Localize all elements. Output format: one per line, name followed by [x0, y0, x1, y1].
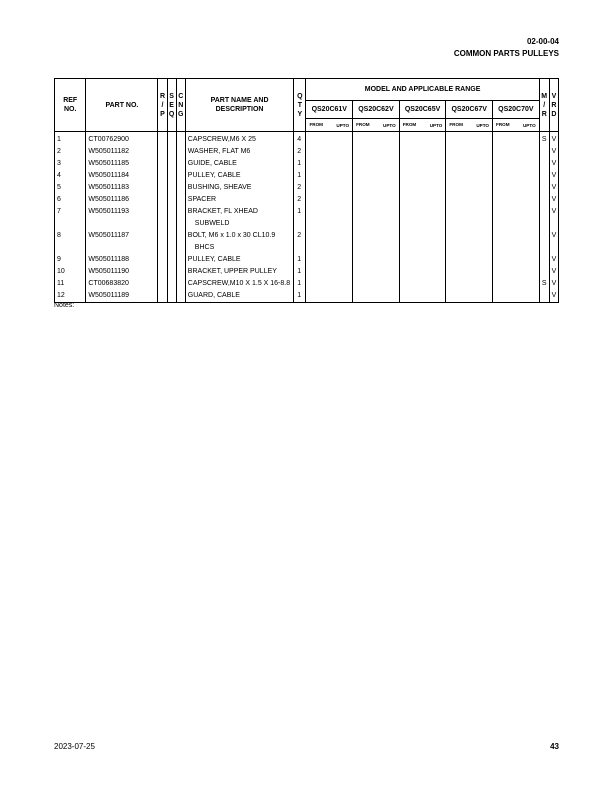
model-range-cell — [306, 254, 353, 266]
rp-cell — [158, 254, 167, 266]
model-range-cell — [493, 182, 540, 194]
model-range-cell — [306, 158, 353, 170]
description-cell — [185, 230, 294, 254]
part-no-cell: W505011183 — [86, 182, 158, 194]
model-range-cell: FROM UPTO — [353, 119, 400, 132]
cng-cell — [176, 278, 185, 290]
part-no-cell: W505011186 — [86, 194, 158, 206]
ref-no-cell: 9 — [55, 254, 86, 266]
mr-cell — [539, 170, 549, 182]
model-name: QS20C62V — [353, 101, 400, 119]
model-range-cell — [493, 278, 540, 290]
model-range-cell — [446, 182, 493, 194]
page-title: COMMON PARTS PULLEYS — [453, 49, 559, 58]
model-name: QS20C65V — [399, 101, 446, 119]
cng-cell — [176, 206, 185, 230]
table-header — [55, 79, 559, 132]
seq-cell — [167, 206, 176, 230]
qty-cell: 2 — [294, 230, 306, 254]
part-no-cell: W505011185 — [86, 158, 158, 170]
table-row — [55, 206, 559, 230]
vd-cell: V — [549, 194, 558, 206]
qty-cell: 2 — [294, 194, 306, 206]
notes-label: Notes: — [54, 302, 75, 309]
mr-cell — [539, 290, 549, 303]
model-range-cell — [353, 278, 400, 290]
description-cell — [185, 146, 294, 158]
cng-cell — [176, 254, 185, 266]
description-line: CAPSCREW,M10 X 1.5 X 16-8.8 — [187, 280, 291, 287]
mr-header: M / R — [539, 79, 549, 132]
model-range-cell — [399, 132, 446, 147]
description-cell — [185, 132, 294, 147]
description-line: GUARD, CABLE — [187, 292, 240, 299]
model-range-cell — [306, 230, 353, 254]
vd-cell: V — [549, 170, 558, 182]
qty-cell: 1 — [294, 170, 306, 182]
qty-cell: 1 — [294, 254, 306, 266]
seq-cell — [167, 266, 176, 278]
model-range-cell — [493, 170, 540, 182]
model-range-cell — [493, 194, 540, 206]
ref-no-cell: 10 — [55, 266, 86, 278]
part-no-cell: CT00762900 — [86, 132, 158, 147]
model-range-cell — [306, 146, 353, 158]
table-row — [55, 266, 559, 278]
qty-header: Q T Y — [294, 79, 306, 132]
part-no-cell: W505011190 — [86, 266, 158, 278]
description-continuation: SUBWELD — [194, 220, 230, 227]
model-range-cell — [399, 182, 446, 194]
vd-cell: V — [549, 146, 558, 158]
rp-cell — [158, 146, 167, 158]
vd-header: V R D — [549, 79, 558, 132]
model-range-cell — [353, 290, 400, 303]
model-range-cell — [446, 266, 493, 278]
table-row — [55, 230, 559, 254]
ref-no-cell: 1 — [55, 132, 86, 147]
model-range-cell — [399, 278, 446, 290]
qty-cell: 1 — [294, 206, 306, 230]
model-range-cell — [493, 266, 540, 278]
rp-cell — [158, 170, 167, 182]
vd-cell: V — [549, 278, 558, 290]
model-range-cell — [493, 158, 540, 170]
part-no-cell: W505011187 — [86, 230, 158, 254]
seq-cell — [167, 146, 176, 158]
model-range-cell — [353, 146, 400, 158]
model-range-cell — [399, 158, 446, 170]
mr-cell — [539, 194, 549, 206]
rp-cell — [158, 266, 167, 278]
model-range-cell — [446, 230, 493, 254]
cng-cell — [176, 182, 185, 194]
model-range-cell — [493, 230, 540, 254]
table-row — [55, 254, 559, 266]
model-range-cell — [399, 254, 446, 266]
seq-cell — [167, 194, 176, 206]
part-no-cell: W505011189 — [86, 290, 158, 303]
ref-no-cell: 11 — [55, 278, 86, 290]
seq-cell — [167, 170, 176, 182]
model-range-cell — [306, 182, 353, 194]
model-range-cell — [353, 230, 400, 254]
mr-cell — [539, 206, 549, 230]
vd-cell: V — [549, 230, 558, 254]
description-cell — [185, 278, 294, 290]
vd-cell: V — [549, 132, 558, 147]
seq-cell — [167, 182, 176, 194]
rp-header: R / P — [158, 79, 167, 132]
description-header: PART NAME AND DESCRIPTION — [185, 79, 294, 132]
rp-cell — [158, 194, 167, 206]
ref-no-cell: 12 — [55, 290, 86, 303]
model-range-cell — [399, 206, 446, 230]
description-line: BRACKET, UPPER PULLEY — [187, 268, 277, 275]
footer-date: 2023-07-25 — [54, 742, 95, 751]
description-line: PULLEY, CABLE — [187, 256, 241, 263]
qty-cell: 1 — [294, 158, 306, 170]
table-row — [55, 194, 559, 206]
seq-cell — [167, 254, 176, 266]
model-name: QS20C67V — [446, 101, 493, 119]
model-range-cell — [446, 146, 493, 158]
description-cell — [185, 254, 294, 266]
ref-no-cell: 5 — [55, 182, 86, 194]
part-no-cell: W505011182 — [86, 146, 158, 158]
model-range-cell — [446, 290, 493, 303]
qty-cell: 2 — [294, 182, 306, 194]
description-cell — [185, 290, 294, 303]
model-range-cell — [306, 170, 353, 182]
description-line: GUIDE, CABLE — [187, 160, 237, 167]
cng-header: C N G — [176, 79, 185, 132]
table-row — [55, 182, 559, 194]
description-line: BOLT, M6 x 1.0 x 30 CL10.9 — [187, 232, 276, 239]
ref-no-cell: 8 — [55, 230, 86, 254]
table-row — [55, 158, 559, 170]
description-line: PULLEY, CABLE — [187, 172, 241, 179]
cng-cell — [176, 170, 185, 182]
part-no-cell: W505011188 — [86, 254, 158, 266]
vd-cell: V — [549, 266, 558, 278]
model-range-cell — [353, 182, 400, 194]
model-range-cell — [306, 194, 353, 206]
qty-cell: 2 — [294, 146, 306, 158]
seq-header: S E Q — [167, 79, 176, 132]
model-range-cell — [399, 266, 446, 278]
qty-cell: 1 — [294, 266, 306, 278]
mr-cell — [539, 158, 549, 170]
rp-cell — [158, 278, 167, 290]
model-range-cell — [399, 146, 446, 158]
section-number: 02-00-04 — [526, 37, 559, 46]
description-cell — [185, 170, 294, 182]
model-range-cell — [306, 266, 353, 278]
table-body — [55, 132, 559, 303]
model-range-cell — [353, 132, 400, 147]
description-cell — [185, 158, 294, 170]
description-cell — [185, 182, 294, 194]
model-range-cell — [353, 206, 400, 230]
cng-cell — [176, 158, 185, 170]
seq-cell — [167, 158, 176, 170]
model-range-cell — [399, 194, 446, 206]
mr-cell — [539, 254, 549, 266]
rp-cell — [158, 230, 167, 254]
model-range-cell — [306, 132, 353, 147]
cng-cell — [176, 194, 185, 206]
model-range-cell — [353, 194, 400, 206]
model-name: QS20C70V — [493, 101, 540, 119]
mr-cell: S — [539, 278, 549, 290]
model-range-cell — [446, 158, 493, 170]
part-no-cell: CT00683820 — [86, 278, 158, 290]
description-line: WASHER, FLAT M6 — [187, 148, 251, 155]
vd-cell: V — [549, 254, 558, 266]
page-number: 43 — [550, 742, 559, 751]
model-range-cell — [493, 206, 540, 230]
model-range-cell: FROM UPTO — [306, 119, 353, 132]
seq-cell — [167, 278, 176, 290]
model-range-cell — [446, 206, 493, 230]
model-range-cell — [493, 132, 540, 147]
model-range-cell — [353, 266, 400, 278]
model-range-cell — [306, 206, 353, 230]
qty-cell: 1 — [294, 290, 306, 303]
ref-no-cell: 3 — [55, 158, 86, 170]
model-range-cell — [493, 254, 540, 266]
rp-cell — [158, 158, 167, 170]
description-line: BRACKET, FL XHEAD — [187, 208, 258, 215]
ref-no-cell: 4 — [55, 170, 86, 182]
model-range-cell: FROM UPTO — [399, 119, 446, 132]
vd-cell: V — [549, 290, 558, 303]
seq-cell — [167, 132, 176, 147]
table-row — [55, 170, 559, 182]
rp-cell — [158, 290, 167, 303]
qty-cell: 4 — [294, 132, 306, 147]
model-name: QS20C61V — [306, 101, 353, 119]
rp-cell — [158, 206, 167, 230]
description-cell — [185, 266, 294, 278]
seq-cell — [167, 230, 176, 254]
description-line: SPACER — [187, 196, 217, 203]
cng-cell — [176, 266, 185, 278]
model-range-cell — [446, 254, 493, 266]
table-row — [55, 278, 559, 290]
mr-cell — [539, 266, 549, 278]
cng-cell — [176, 230, 185, 254]
table-row — [55, 132, 559, 147]
model-range-cell — [306, 278, 353, 290]
description-continuation: BHCS — [194, 244, 215, 251]
vd-cell: V — [549, 182, 558, 194]
part-no-cell: W505011184 — [86, 170, 158, 182]
model-range-cell — [493, 290, 540, 303]
ref-no-cell: 7 — [55, 206, 86, 230]
description-cell — [185, 206, 294, 230]
model-range-cell — [353, 170, 400, 182]
model-range-cell — [446, 194, 493, 206]
model-range-cell — [353, 158, 400, 170]
rp-cell — [158, 132, 167, 147]
rp-cell — [158, 182, 167, 194]
model-range-cell — [399, 170, 446, 182]
mr-cell — [539, 146, 549, 158]
mr-cell: S — [539, 132, 549, 147]
part-no-cell: W505011193 — [86, 206, 158, 230]
cng-cell — [176, 132, 185, 147]
ref-no-cell: 2 — [55, 146, 86, 158]
model-range-cell — [399, 230, 446, 254]
description-line: BUSHING, SHEAVE — [187, 184, 252, 191]
model-range-cell — [446, 170, 493, 182]
model-range-header: MODEL AND APPLICABLE RANGE — [306, 79, 539, 101]
description-line: CAPSCREW,M6 X 25 — [187, 136, 256, 143]
model-range-cell — [353, 254, 400, 266]
model-range-cell: FROM UPTO — [493, 119, 540, 132]
model-range-cell — [399, 290, 446, 303]
cng-cell — [176, 146, 185, 158]
vd-cell: V — [549, 158, 558, 170]
parts-table — [54, 78, 559, 303]
model-range-cell: FROM UPTO — [446, 119, 493, 132]
table-row — [55, 146, 559, 158]
description-cell — [185, 194, 294, 206]
cng-cell — [176, 290, 185, 303]
part-no-header: PART NO. — [86, 79, 158, 132]
seq-cell — [167, 290, 176, 303]
mr-cell — [539, 230, 549, 254]
ref-no-header: REF NO. — [55, 79, 86, 132]
model-range-cell — [446, 278, 493, 290]
model-range-cell — [446, 132, 493, 147]
model-range-cell — [306, 290, 353, 303]
qty-cell: 1 — [294, 278, 306, 290]
mr-cell — [539, 182, 549, 194]
model-range-cell — [493, 146, 540, 158]
table-row — [55, 290, 559, 303]
vd-cell: V — [549, 206, 558, 230]
ref-no-cell: 6 — [55, 194, 86, 206]
